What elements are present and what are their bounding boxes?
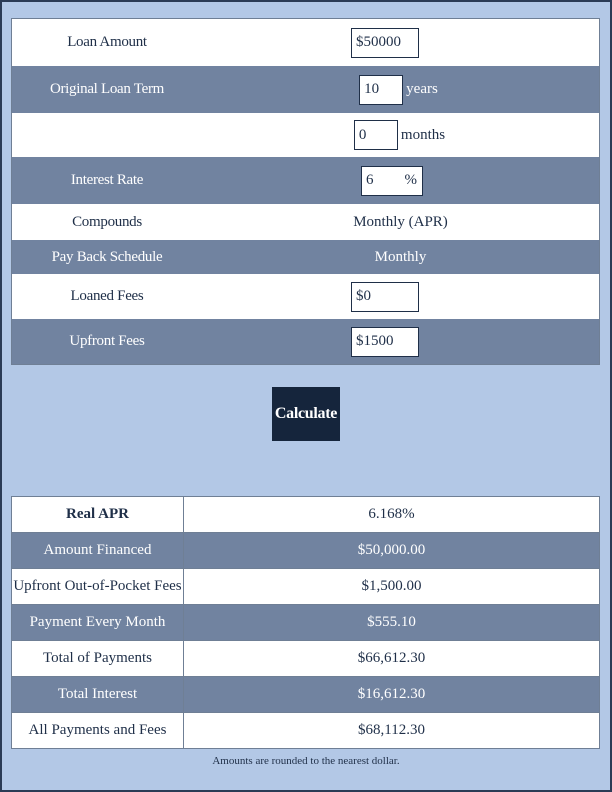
result-label: Real APR xyxy=(12,497,184,533)
pay-back-value[interactable]: Monthly xyxy=(374,248,427,265)
result-value: $16,612.30 xyxy=(184,677,600,713)
upfront-fees-label: Upfront Fees xyxy=(69,333,145,349)
months-unit-label: months xyxy=(400,126,446,143)
table-row xyxy=(12,641,600,677)
result-label: Total of Payments xyxy=(12,641,184,677)
compounds-value[interactable]: Monthly (APR) xyxy=(353,213,448,230)
result-value: $66,612.30 xyxy=(184,641,600,677)
loan-term-row xyxy=(12,66,599,113)
result-value: 6.168% xyxy=(184,497,600,533)
result-label: Amount Financed xyxy=(12,533,184,569)
compounds-row xyxy=(12,204,599,240)
table-row xyxy=(12,569,600,605)
loaned-fees-label: Loaned Fees xyxy=(70,288,144,304)
table-row xyxy=(12,497,600,533)
result-value: $555.10 xyxy=(184,605,600,641)
interest-rate-input[interactable] xyxy=(361,166,423,196)
loaned-fees-input[interactable]: $0 xyxy=(351,282,419,312)
result-value: $1,500.00 xyxy=(184,569,600,605)
loan-term-months-row xyxy=(12,113,599,157)
table-row xyxy=(12,677,600,713)
result-label: All Payments and Fees xyxy=(12,713,184,749)
upfront-fees-row xyxy=(12,319,599,364)
interest-rate-label: Interest Rate xyxy=(70,172,144,188)
table-row xyxy=(12,713,600,749)
loan-amount-label: Loan Amount xyxy=(67,34,147,50)
loan-term-label: Original Loan Term xyxy=(49,81,165,97)
loan-input-panel xyxy=(11,18,600,365)
result-label: Upfront Out-of-Pocket Fees xyxy=(12,569,184,605)
table-row xyxy=(12,605,600,641)
loan-amount-row xyxy=(12,19,599,66)
pay-back-label: Pay Back Schedule xyxy=(51,248,163,265)
result-label: Total Interest xyxy=(12,677,184,713)
interest-rate-value: 6 xyxy=(366,172,374,188)
interest-rate-row xyxy=(12,157,599,204)
result-label: Payment Every Month xyxy=(12,605,184,641)
table-row xyxy=(12,533,600,569)
percent-unit: % xyxy=(404,172,417,188)
rounding-footnote: Amounts are rounded to the nearest dollar. xyxy=(212,755,400,767)
upfront-fees-input[interactable]: $1500 xyxy=(351,327,419,357)
loaned-fees-row xyxy=(12,274,599,319)
results-table xyxy=(11,496,600,749)
loan-term-months-input[interactable]: 0 xyxy=(354,120,398,150)
result-value: $50,000.00 xyxy=(184,533,600,569)
compounds-label: Compounds xyxy=(72,213,142,230)
loan-amount-input[interactable]: $50000 xyxy=(351,28,419,58)
years-unit-label: years xyxy=(406,81,438,97)
loan-term-years-input[interactable]: 10 xyxy=(359,75,403,105)
result-value: $68,112.30 xyxy=(184,713,600,749)
calculate-button[interactable]: Calculate xyxy=(272,387,340,441)
pay-back-row xyxy=(12,240,599,274)
